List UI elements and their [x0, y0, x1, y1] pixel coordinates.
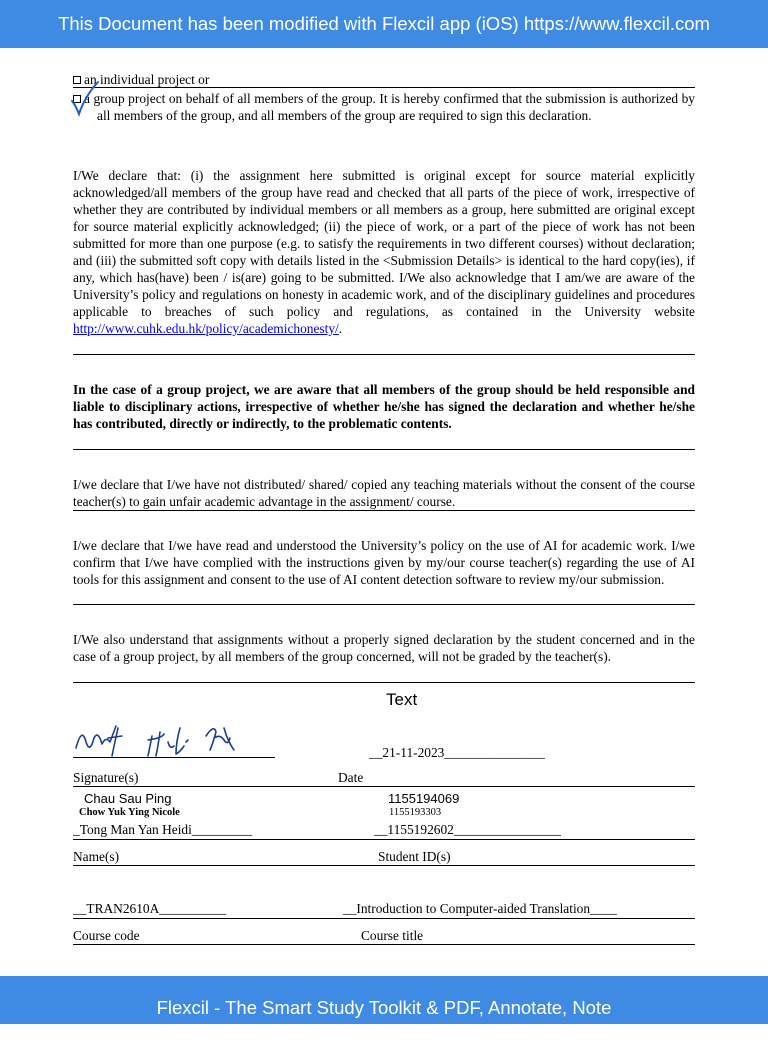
rule: [73, 87, 695, 88]
course-title-value: __Introduction to Computer-aided Translation____: [343, 901, 617, 916]
declaration-materials: I/we declare that I/we have not distributed/ shared/ copied any teaching materials without the consent of the course teacher(s) to gain unfair academic advantage in the assignment/ course.: [73, 477, 695, 509]
declaration-originality-suffix: .: [338, 321, 343, 336]
option-group[interactable]: [73, 90, 695, 124]
signature-line: [73, 757, 275, 758]
date-label: Date: [338, 770, 364, 785]
student-id-1: 1155194069: [388, 791, 460, 806]
declaration-unsigned: I/We also understand that assignments without a properly signed declaration by the student concerned and in the case of a group project, by all members of the group concerned, will not be graded by the teacher(s).: [73, 632, 695, 664]
rule: [73, 682, 695, 683]
declaration-ai-policy: I/we declare that I/we have read and understood the University’s policy on the use of AI for academic work. I/we confirm that I/we have complied with the instructions given by my/our course teacher(s) regarding the use of AI tools for this assignment and consent to the use of AI content detection software to review my/our submission.: [73, 538, 695, 587]
name-3: _Tong Man Yan Heidi_________: [73, 822, 253, 837]
signature-label: Signature(s): [73, 770, 139, 785]
course-code-value: __TRAN2610A__________: [73, 901, 227, 916]
name-2: Chow Yuk Ying Nicole: [79, 807, 180, 818]
declaration-originality: [73, 167, 695, 337]
top-banner: This Document has been modified with Flexcil app (iOS) https://www.flexcil.com: [0, 0, 768, 48]
student-ids-label: Student ID(s): [378, 849, 451, 864]
rule: [73, 604, 695, 605]
policy-link[interactable]: http://www.cuhk.edu.hk/policy/academichonesty/: [73, 321, 339, 336]
name-1: Chau Sau Ping: [84, 791, 172, 806]
rule: [73, 354, 695, 355]
student-id-2: 1155193303: [389, 807, 442, 818]
rule: [73, 839, 695, 840]
date-value: __21-11-2023_______________: [369, 745, 545, 760]
rule: [73, 449, 695, 450]
rule: [73, 865, 695, 866]
bottom-banner: Flexcil - The Smart Study Toolkit & PDF, Annotate, Note: [0, 976, 768, 1024]
check-mark-icon: [68, 80, 108, 120]
student-id-3: __1155192602________________: [374, 822, 561, 837]
declaration-group-liability: In the case of a group project, we are aware that all members of the group should be held responsible and liable to disciplinary actions, irrespective of whether he/she has signed the declaration and whether he/she has contributed, directly or indirectly, to the problematic contents.: [73, 382, 695, 431]
course-code-label: Course code: [73, 928, 140, 943]
course-title-label: Course title: [361, 928, 424, 943]
option-individual-label: an individual project or: [84, 72, 210, 87]
rule: [73, 944, 695, 945]
option-group-label: a group project on behalf of all members of the group. It is hereby confirmed that the submission is authorized by all members of the group, and all members of the group are required to sign this declaration.: [84, 91, 695, 123]
rule: [73, 918, 695, 919]
declaration-originality-text: I/We declare that: (i) the assignment here submitted is original except for source material explicitly acknowledged/all members of the group have read and checked that all parts of the piece of work, irrespective of whether they are contributed by individual members or all members as a group, here submitted are original except for source material explicitly acknowledged; (ii) the piece of work, or a part of the piece of work has not been submitted for more than one purpose (e.g. to satisfy the requirements in two different courses) without declaration; and (iii) the submitted soft copy with details listed in the <Submission Details> is identical to the hard copy(ies), if any, which has(have) been / is(are) going to be submitted. I/We also acknowledge that I am/we are aware of the University’s policy and regulations on honesty in academic work, and of the disciplinary guidelines and procedures applicable to breaches of such policy and regulations, as contained in the University website: [73, 168, 695, 319]
rule: [73, 786, 695, 787]
names-label: Name(s): [73, 849, 120, 864]
text-annotation[interactable]: Text: [386, 690, 418, 709]
rule: [73, 510, 695, 511]
